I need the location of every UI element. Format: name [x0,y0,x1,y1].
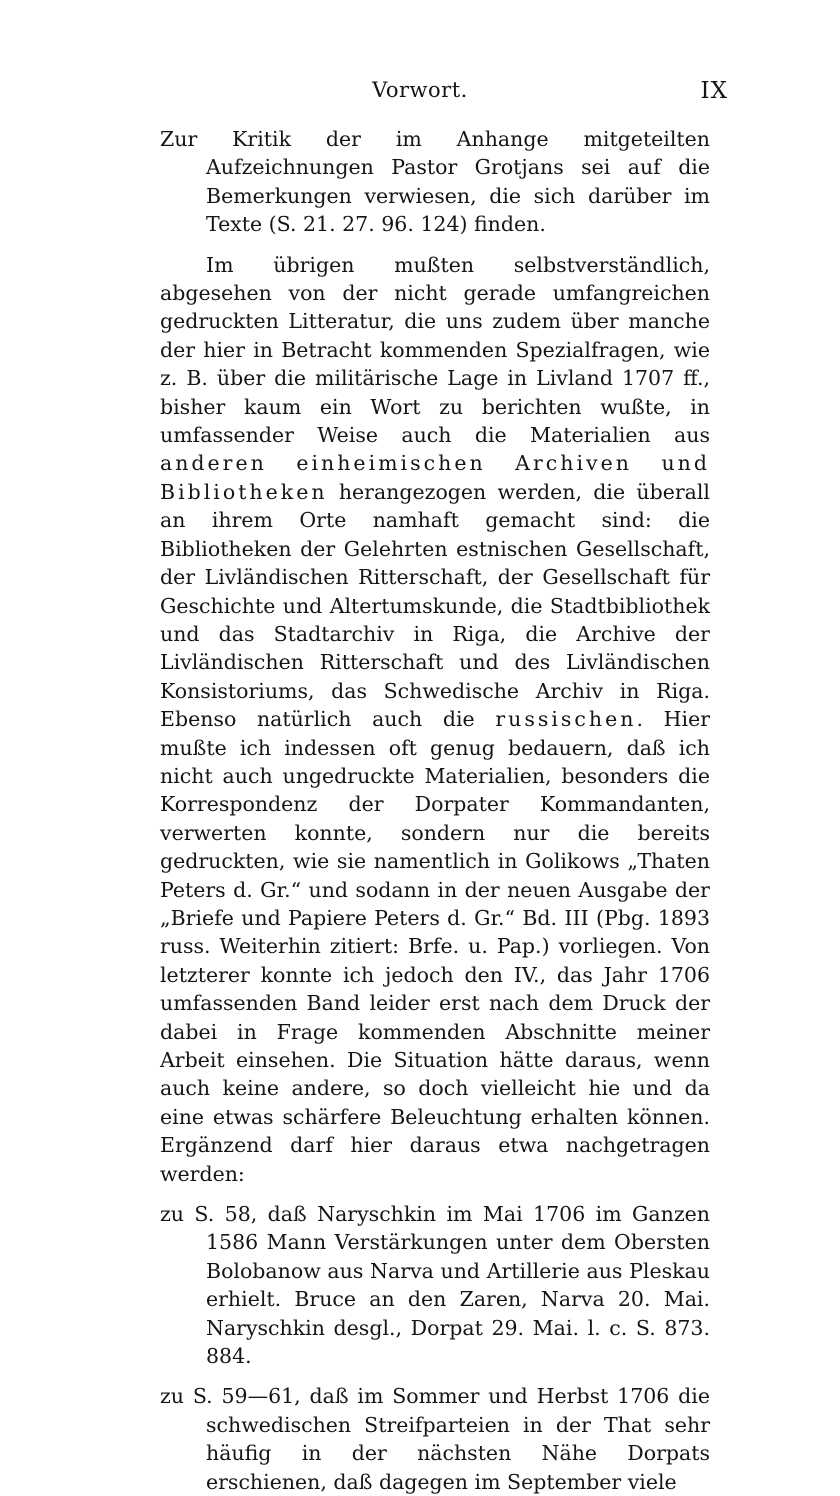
running-title: Vorwort. [372,78,468,102]
addendum-page-58: zu S. 58, daß Naryschkin im Mai 1706 im Ganzen 1586 Mann Verstärkungen unter dem Obersten Bolobanow aus Narva und Artillerie aus Pleskau erhielt. Bruce an den Zaren, Narva 20. Mai. Naryschkin desgl., Dorpat 29. Mai. l. c. S. 873. 884. [160,1202,710,1369]
page-number: IX [700,78,728,104]
paragraph-sources-part-b: herangezogen werden, die überall an ihrem Orte namhaft gemacht sind: die Bibliotheken der Gelehrten estnischen Gesellschaft, der Livländischen Ritterschaft, der Gesellschaft für Geschichte und Altertumskunde, die Stadtbibliothek und das Stadtarchiv in Riga, die Archive der Livländischen Ritterschaft und des Livländischen Konsistoriums, das Schwedische Archiv in Riga. Ebenso natürlich auch die [160,479,710,732]
emphasis-archives: anderen einheimischen Archiven und Bibliotheken [160,451,710,504]
paragraph-critique: Zur Kritik der im Anhange mitgeteilten Aufzeichnungen Pastor Grotjans sei auf die Bemerkungen verwiesen, die sich darüber im Texte (S. 21. 27. 96. 124) finden. [160,127,710,237]
addendum-page-59-61: zu S. 59—61, daß im Sommer und Herbst 1706 die schwedischen Streifparteien in der That sehr häufig in der nächsten Nähe Dorpats erschienen, daß dagegen im September viele [160,1384,710,1494]
page-body [160,125,710,1496]
emphasis-russian: russischen [495,707,637,732]
page-header [0,78,840,108]
paragraph-sources [160,251,710,1188]
paragraph-sources-part-c: . Hier mußte ich indessen oft genug bedauern, daß ich nicht auch ungedruckte Materialien, besonders die Korrespondenz der Dorpater Kommandanten, verwerten konnte, sondern nur die bereits gedruckten, wie sie namentlich in Golikows „Thaten Peters d. Gr.“ und sodann in der neuen Ausgabe der „Briefe und Papiere Peters d. Gr.“ Bd. III (Pbg. 1893 russ. Weiterhin zitiert: Brfe. u. Pap.) vorliegen. Von letzterer konnte ich jedoch den IV., das Jahr 1706 umfassenden Band leider erst nach dem Druck der dabei in Frage kommenden Abschnitte meiner Arbeit einsehen. Die Situation hätte daraus, wenn auch keine andere, so doch vielleicht hie und da eine etwas schärfere Beleuchtung erhalten können. Ergänzend darf hier daraus etwa nachgetragen werden: [160,707,710,1186]
paragraph-sources-part-a: Im übrigen mußten selbstverständlich, abgesehen von der nicht gerade umfangreichen gedruckten Litteratur, die uns zudem über manche der hier in Betracht kommenden Spezialfragen, wie z. B. über die militärische Lage in Livland 1707 ff., bisher kaum ein Wort zu berichten wußte, in umfassender Weise auch die Materialien aus [160,252,710,448]
